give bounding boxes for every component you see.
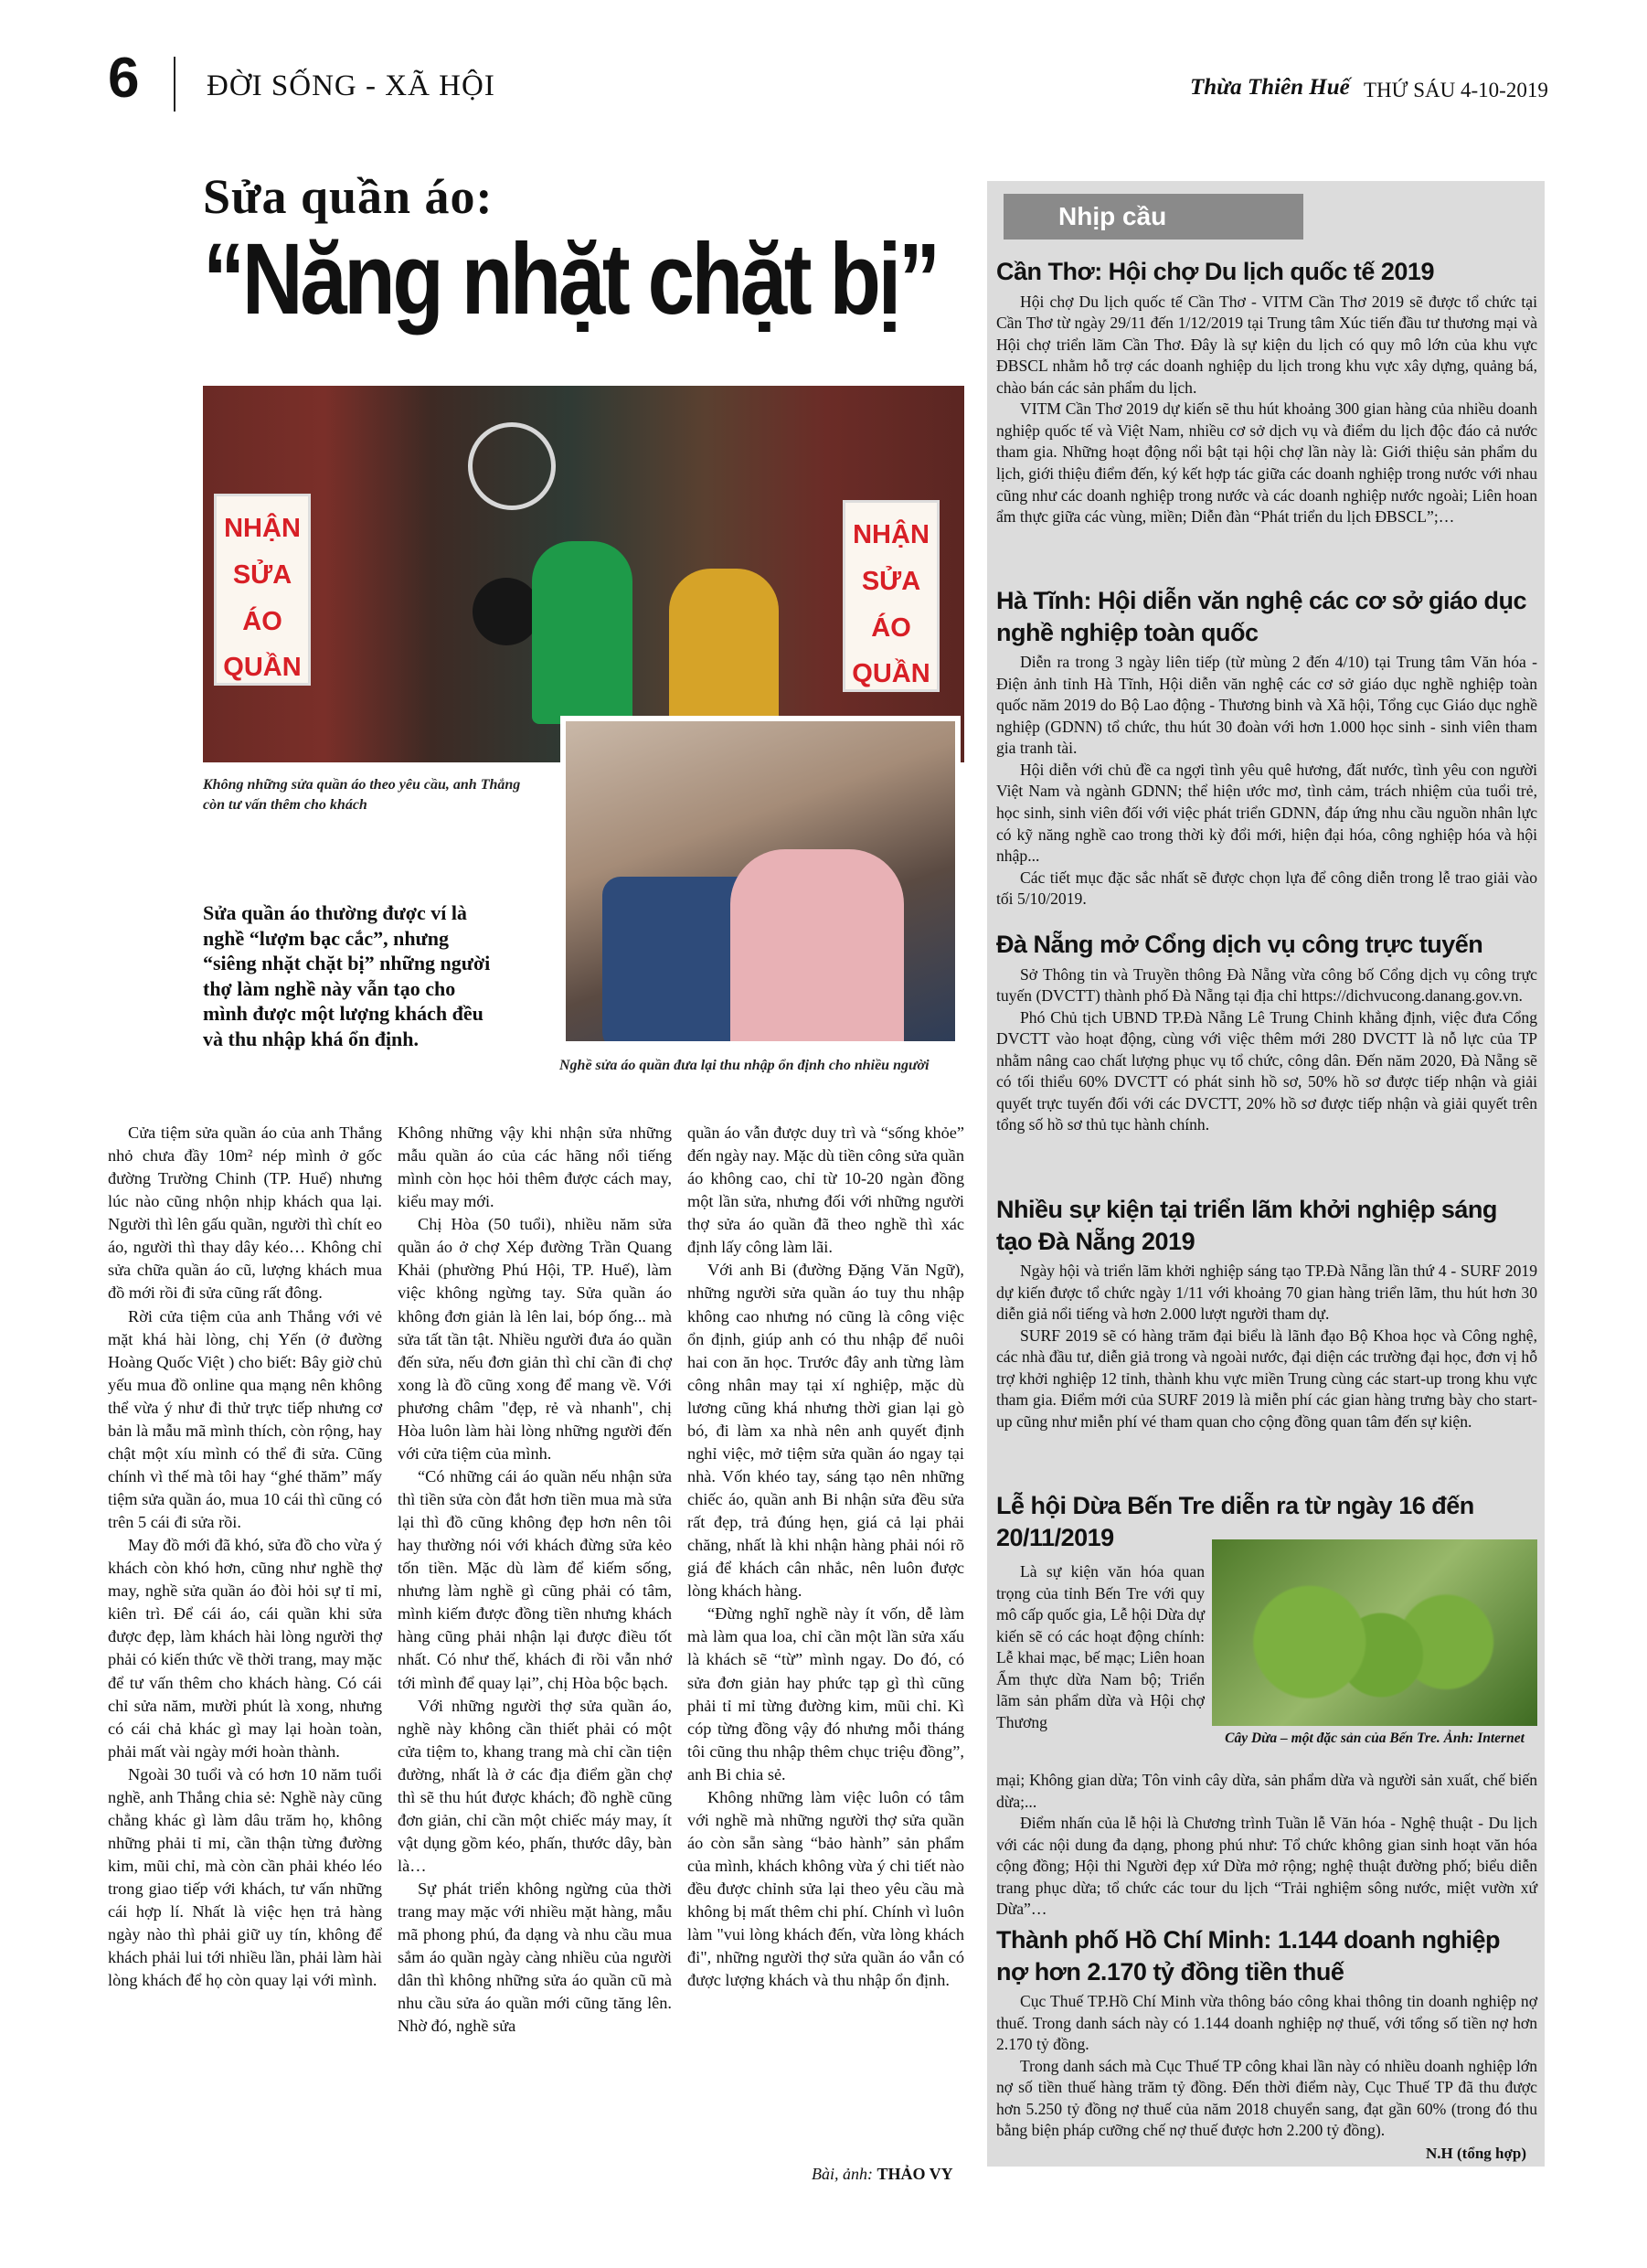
body-paragraph: quần áo vẫn được duy trì và “sống khỏe” đến ngày nay. Mặc dù tiền công sửa quần áo không cao, chỉ từ 10-20 ngàn đồng một lần sửa, nhưng đối với những người thợ sửa áo quần đã theo nghề thì xác định lấy công làm lãi. <box>687 1123 964 1257</box>
body-paragraph: “Có những cái áo quần nếu nhận sửa thì tiền sửa còn đắt hơn tiền mua mà sửa lại thì đồ cũng không đẹp hơn nên tôi hay thường nói với khách đừng sửa kẻo tốn tiền. Mặc dù làm để kiếm sống, nhưng làm nghề gì cũng phải có tâm, mình kiếm được đồng tiền nhưng khách hàng cũng phải nhận lại được điều tốt nhất. Có như thế, khách đi rồi vẫn nhớ tới mình để quay lại”, chị Hòa bộc bạch. <box>398 1466 672 1692</box>
news-paragraph: Điểm nhấn của lễ hội là Chương trình Tuần lễ Văn hóa - Nghệ thuật - Du lịch với các nội dung đa dạng, phong phú như: Tổ chức không gian sinh hoạt văn hóa cộng đồng; Hội thi Người đẹp xứ Dừa mở rộng; nghệ thuật đường phố; biểu diễn trang phục dừa; tổ chức các tour du lịch “Trải nghiệm sông nước, miệt vườn xứ Dừa”… <box>996 1814 1537 1919</box>
news-title: Lễ hội Dừa Bến Tre diễn ra từ ngày 16 đến 20/11/2019 <box>996 1492 1474 1551</box>
news-item-can-tho <box>996 256 1537 528</box>
news-paragraph: Diễn ra trong 3 ngày liên tiếp (từ mùng 2 đến 4/10) tại Trung tâm Văn hóa - Điện ảnh tỉnh Hà Tĩnh, Hội diễn văn nghệ các cơ sở giáo dục nghề nghiệp toàn quốc năm 2019 do Bộ Lao động - Thương binh và Xã hội, Tổng cục Giáo dục nghề nghiệp (GDNN) tổ chức, thu hút 30 đoàn với hơn 1.000 học sinh - sinh viên tham gia tranh tài. <box>996 653 1537 758</box>
article-headline: “Năng nhặt chặt bị” <box>203 223 938 335</box>
customer-figure <box>669 569 779 733</box>
news-paragraph: Cục Thuế TP.Hồ Chí Minh vừa thông báo công khai thông tin doanh nghiệp nợ thuế. Trong danh sách này có 1.144 doanh nghiệp nợ thuế, với tổng số tiền nợ hơn 2.170 tỷ đồng. <box>996 1992 1537 2054</box>
news-title: Thành phố Hồ Chí Minh: 1.144 doanh nghiệp nợ hơn 2.170 tỷ đồng tiền thuế <box>996 1926 1500 1986</box>
body-paragraph: Không những vậy khi nhận sửa những mẫu quần áo của các hãng nổi tiếng mình còn học hỏi thêm được cách may, kiểu may mới. <box>398 1123 672 1211</box>
newspaper-name: Thừa Thiên Huế <box>1190 75 1350 100</box>
news-paragraph: Phó Chủ tịch UBND TP.Đà Nẵng Lê Trung Chinh khẳng định, việc đưa Cổng DVCTT vào hoạt động, cùng với việc thêm mới 280 DVCTT là nỗ lực của TP nhằm nâng cao chất lượng phục vụ tổ chức, công dân. Đến năm 2020, Đà Nẵng sẽ có tối thiểu 60% DVCTT có phát sinh hồ sơ, 50% hồ sơ được tiếp nhận và giải quyết trực tuyến đối với các DVCTT, 20% hồ sơ được tiếp nhận và giải quyết trên tổng số hồ sơ thủ tục hành chính. <box>996 1007 1537 1134</box>
news-item-hcm-tax <box>996 1924 1537 2142</box>
news-title: Đà Nẵng mở Cổng dịch vụ công trực tuyến <box>996 931 1483 958</box>
body-paragraph: Sự phát triển không ngừng của thời trang may mặc với nhiều mặt hàng, mẫu mã phong phú, đa dạng và nhu cầu mua sắm áo quần ngày càng nhiều của người dân thì không những sửa áo quần cũ mà nhu cầu sửa áo quần mới cũng tăng lên. Nhờ đó, nghề sửa <box>398 1879 672 2036</box>
body-paragraph: Không những làm việc luôn có tâm với nghề mà những người thợ sửa quần áo còn sẵn sàng “bảo hành” sản phẩm của mình, khách không vừa ý chi tiết nào đều được chỉnh sửa lại theo yêu cầu mà không bị mất thêm chi phí. Chính vì luôn làm "vui lòng khách đến, vừa lòng khách đi", những người thợ sửa quần áo vẫn có được lượng khách và thu nhập ổn định. <box>687 1787 964 1990</box>
news-paragraph: SURF 2019 sẽ có hàng trăm đại biểu là lãnh đạo Bộ Khoa học và Công nghệ, các nhà đầu tư, diễn giả trong và ngoài nước, đại diện các trường đại học, đơn vị hỗ trợ khởi nghiệp 12 tỉnh, thành khu vực miền Trung cùng các start-up trong khu vực tham gia. Điểm mới của SURF 2019 là miễn phí các gian hàng trưng bày cho start-up cũng như miễn phí vé tham quan cho cộng đồng quan tâm đến sự kiện. <box>996 1326 1537 1432</box>
news-paragraph: Ngày hội và triển lãm khởi nghiệp sáng tạo TP.Đà Nẵng lần thứ 4 - SURF 2019 dự kiến được tổ chức ngày 1/11 với khoảng 70 gian hàng triển lãm, thu hút hơn 30 diễn giả nổi tiếng và hơn 2.000 lượt người tham dự. <box>996 1262 1537 1324</box>
article-byline <box>812 2165 953 2184</box>
shop-sign-left: NHẬN SỬA ÁO QUẦN <box>214 494 311 686</box>
panel-sign-off: N.H (tổng hợp) <box>1426 2145 1527 2162</box>
body-paragraph: Ngoài 30 tuổi và có hơn 10 năm tuổi nghề, anh Thắng chia sẻ: Nghề này cũng chẳng khác gì làm dâu trăm họ, không những phải tỉ mỉ, cần thận từng đường kim, mũi chỉ, mà còn cần phải khéo léo trong giao tiếp với khách, tư vấn những cái hợp lí. Nhất là việc hẹn trả hàng ngày nào thì phải giữ uy tín, không để khách phải lui tới nhiều lần, phải làm hài lòng khách để họ còn quay lại với mình. <box>108 1764 382 1990</box>
issue-date: THỨ SÁU 4-10-2019 <box>1364 79 1548 101</box>
news-paragraph: Hội chợ Du lịch quốc tế Cần Thơ - VITM Cần Thơ 2019 sẽ được tổ chức tại Cần Thơ từ ngày 29/11 đến 1/12/2019 tại Trung tâm Xúc tiến đầu tư thương mại và Hội chợ triển lãm Cần Thơ. Đây là sự kiện du lịch có quy mô lớn của khu vực ĐBSCL nhằm hỗ trợ các doanh nghiệp du lịch trong khu vực xây dựng, quảng bá, chào bán các sản phẩm du lịch. <box>996 292 1537 397</box>
page-number: 6 <box>108 47 140 110</box>
photo2-caption: Nghề sửa áo quần đưa lại thu nhập ổn định cho nhiều người <box>559 1058 930 1073</box>
article-kicker: Sửa quần áo: <box>203 169 494 224</box>
body-paragraph: Với anh Bi (đường Đặng Văn Ngữ), những người sửa quần áo tuy thu nhập không cao nhưng nó cũng là công việc ổn định, giúp anh có thu nhập để nuôi hai con ăn học. Trước đây anh từng làm công nhân may tại xí nghiệp, mặc dù lương cũng khá nhưng thời gian lại gò bó, đi làm xa nhà nên anh quyết định nghỉ việc, mở tiệm sửa quần áo ngay tại nhà. Vốn khéo tay, sáng tạo nên những chiếc áo, quần anh Bi nhận sửa đều sửa rất đẹp, trả đúng hẹn, giá cả lại phải chăng, nhất là khi nhận hàng phải nói rõ giá để khách cân nhắc, nên luôn được lòng khách hàng. <box>687 1261 964 1601</box>
coconut-photo <box>1212 1539 1537 1726</box>
body-paragraph: Với những người thợ sửa quần áo, nghề này không cần thiết phải có một cửa tiệm to, khang trang mà chỉ cần tiện đường, nhất là ở các địa điểm gần chợ thì sẽ thu hút được khách; đồ nghề cũng đơn giản, chỉ cần một chiếc máy may, ít vật dụng gồm kéo, phấn, thước dây, bàn là… <box>398 1696 672 1875</box>
news-item-da-nang-portal <box>996 929 1537 1136</box>
news-item-ha-tinh <box>996 585 1537 910</box>
news-paragraph: VITM Cần Thơ 2019 dự kiến sẽ thu hút khoảng 300 gian hàng của nhiều doanh nghiệp quốc tế và Việt Nam, nhiều cơ sở dịch vụ và điểm du lịch độc đáo cả nước tham gia. Những hoạt động nổi bật tại hội chợ lần này là: Giới thiệu sản phẩm du lịch, giới thiệu điểm đến, ký kết hợp tác giữa các doanh nghiệp trong nước với nhau cũng như các doanh nghiệp trong nước và các doanh nghiệp nước ngoài; Liên hoan ẩm thực giữa các vùng, miền; Diễn đàn “Phát triển du lịch ĐBSCL”;… <box>996 399 1537 527</box>
body-paragraph: May đồ mới đã khó, sửa đồ cho vừa ý khách còn khó hơn, cũng như nghề thợ may, nghề sửa quần áo đòi hỏi sự tỉ mỉ, kiên trì. Để cái áo, cái quần khi sửa được đẹp, làm khách hài lòng người thợ phải có kiến thức về thời trang, may mặc để tư vấn thêm cho khách hàng. Có cái chỉ sửa năm, mười phút là xong, nhưng có cái chả khác gì may lại hoàn toàn, phải mất vài ngày mới hoàn thành. <box>108 1536 382 1761</box>
body-column-3 <box>687 1122 964 1992</box>
customer-helmet <box>473 578 540 645</box>
panel-tag: Nhịp cầu <box>1004 194 1303 240</box>
body-paragraph: Rời cửa tiệm của anh Thắng với vẻ mặt khá hài lòng, chị Yến (ở đường Hoàng Quốc Việt ) cho biết: Bây giờ chủ yếu mua đồ online qua mạng nên không thể vừa ý như đi thử trực tiếp nhưng cơ bản là mẫu mã mình thích, còn rộng, hay chật một xíu mình có thể đi sửa. Cũng chính vì thế mà tôi hay “ghé thăm” mấy tiệm sửa quần áo, mua 10 cái thì cũng có trên 5 cái đi sửa rồi. <box>108 1306 382 1532</box>
seamstress-figure <box>730 849 904 1047</box>
section-name: ĐỜI SỐNG - XÃ HỘI <box>207 69 495 102</box>
byline-author: THẢO VY <box>877 2165 953 2183</box>
news-item-da-nang-startup <box>996 1194 1537 1433</box>
body-paragraph: “Đừng nghĩ nghề này ít vốn, dễ làm mà làm qua loa, chỉ cần một lần sửa xấu là khách sẽ “từ” mình ngay. Do đó, có sửa đơn giản hay phức tạp gì thì cũng phải tỉ mỉ từng đường kim, mũi chỉ. Kì cóp từng đồng vậy đó nhưng mỗi tháng tôi cũng thu nhập thêm chục triệu đồng”, anh Bi chia sẻ. <box>687 1604 964 1784</box>
news-paragraph: Sở Thông tin và Truyền thông Đà Nẵng vừa công bố Cổng dịch vụ công trực tuyến (DVCTT) thành phố Đà Nẵng tại địa chỉ https://dichvucong.danang.gov.vn. <box>996 964 1537 1006</box>
news-paragraph: Các tiết mục đặc sắc nhất sẽ được chọn lựa để công diễn trong lễ trao giải vào tối 5/10/2019. <box>996 868 1537 909</box>
wall-fan <box>468 422 556 510</box>
body-paragraph: Cửa tiệm sửa quần áo của anh Thắng nhỏ chưa đầy 10m² nép mình ở gốc đường Trường Chinh (TP. Huế) nhưng lúc nào cũng nhộn nhịp khách qua lại. Người thì lên gấu quần, người thì chít eo áo, người thì thay dây kéo… Không chỉ sửa chữa quần áo cũ, lượng khách mua đồ mới rồi đi sửa cũng rất đông. <box>108 1123 382 1303</box>
tailor-shop-photo <box>203 386 964 762</box>
news-title: Cần Thơ: Hội chợ Du lịch quốc tế 2019 <box>996 258 1434 285</box>
byline-prefix: Bài, ảnh: <box>812 2165 877 2183</box>
news-paragraph: mại; Không gian dừa; Tôn vinh cây dừa, sản phẩm dừa và người sản xuất, chế biến dừa;... <box>996 1771 1537 1811</box>
news-title: Nhiều sự kiện tại triển lãm khởi nghiệp sáng tạo Đà Nẵng 2019 <box>996 1196 1497 1255</box>
news-paragraph: Hội diễn với chủ đề ca ngợi tình yêu quê hương, đất nước, tình yêu con người Việt Nam và ngành GDNN; thể hiện ước mơ, tình cảm, trách nhiệm của tuổi trẻ, học sinh, sinh viên đối với việc phát triển GDNN, đáp ứng nhu cầu nguồn nhân lực có kỹ năng nghề cao trong thời kỳ đổi mới, hiện đại hóa, công nghiệp hóa và hội nhập... <box>996 760 1537 866</box>
news-title: Hà Tĩnh: Hội diễn văn nghệ các cơ sở giáo dục nghề nghiệp toàn quốc <box>996 587 1526 646</box>
body-column-2 <box>398 1122 672 2039</box>
body-paragraph: Chị Hòa (50 tuổi), nhiều năm sửa quần áo ở chợ Xép đường Trần Quang Khải (phường Phú Hội, TP. Huế), làm việc không ngừng tay. Sửa quần áo không đơn giản là lên lai, bóp ống... mà sửa tất tần tật. Nhiều người đưa áo quần đến sửa, nếu đơn giản thì chỉ cần đi chợ xong là đồ cũng xong để mang về. Với phương châm "đẹp, rẻ và nhanh", chị Hòa luôn làm hài lòng những người đến với cửa tiệm của mình. <box>398 1215 672 1463</box>
header-divider <box>174 57 175 112</box>
photo1-caption: Không những sửa quần áo theo yêu cầu, anh Thắng còn tư vấn thêm cho khách <box>203 777 521 813</box>
shop-sign-right: NHẬN SỬA ÁO QUẦN <box>843 500 940 692</box>
body-column-1 <box>108 1122 382 1992</box>
news-paragraph: Trong danh sách mà Cục Thuế TP công khai lần này có nhiều doanh nghiệp lớn nợ số tiền thuế hàng trăm tỷ đồng. Đến thời điểm này, Cục Thuế TP đã thu được hơn 5.250 tỷ đồng nợ thuế của năm 2018 chuyển sang, đạt gần 60% (trong đó thu bằng biện pháp cưỡng chế nợ thuế được hơn 2.200 tỷ đồng). <box>996 2056 1537 2140</box>
ben-tre-wrap-text <box>996 1561 1205 1734</box>
seamstress-photo <box>560 716 961 1047</box>
ben-tre-continued <box>996 1770 1537 1921</box>
tailor-figure <box>532 541 632 724</box>
coconut-photo-caption: Cây Dừa – một đặc sản của Bến Tre. Ảnh: Internet <box>1225 1730 1525 1746</box>
news-paragraph: Là sự kiện văn hóa quan trọng của tỉnh Bến Tre với quy mô cấp quốc gia, Lễ hội Dừa dự kiến sẽ có các hoạt động chính: Lễ khai mạc, bế mạc; Liên hoan Ẩm thực dừa Nam bộ; Triển lãm sản phẩm dừa và Hội chợ Thương <box>996 1562 1205 1731</box>
article-lead: Sửa quần áo thường được ví là nghề “lượm bạc cắc”, nhưng “siêng nhặt chặt bị” những người thợ làm nghề này vẫn tạo cho mình được một lượng khách đều và thu nhập khá ổn định. <box>203 901 491 1050</box>
